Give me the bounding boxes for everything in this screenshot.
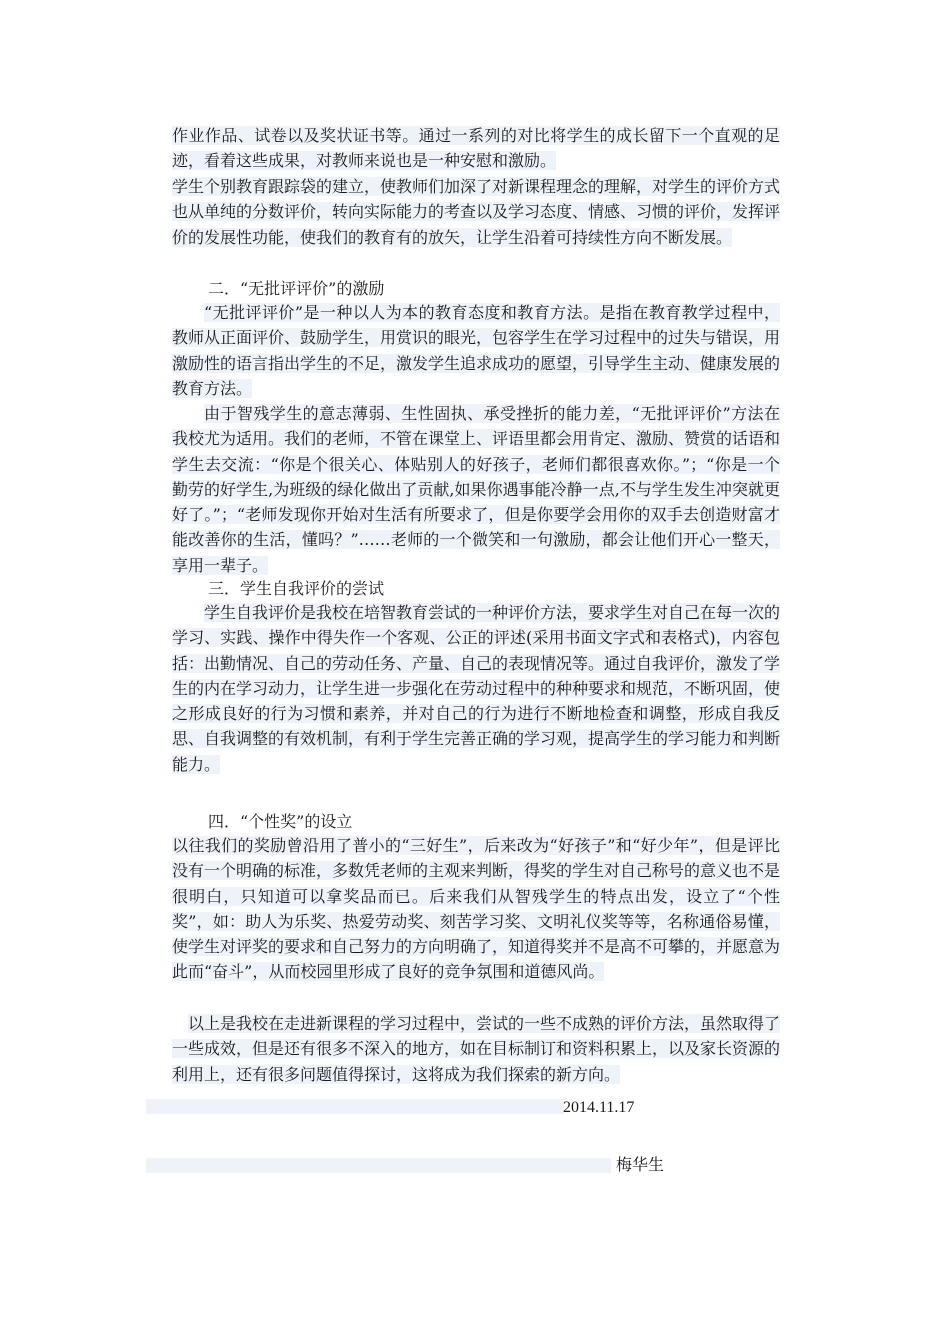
paragraph-conclusion — [172, 1011, 780, 1087]
paragraph-self-evaluation — [172, 600, 780, 777]
section-heading-3 — [208, 577, 384, 601]
paragraph-text: 作业作品、试卷以及奖状证书等。通过一系列的对比将学生的成长留下一个直观的足迹，看着这些成果，对教师来说也是一种安慰和激励。 — [172, 126, 780, 171]
heading-text: 二．“无批评评价”的激励 — [208, 279, 385, 298]
paragraph-no-criticism-examples — [172, 401, 780, 578]
paragraph-no-criticism-definition — [172, 300, 780, 401]
paragraph-personality-award — [172, 833, 780, 985]
document-date: 2014.11.17 — [563, 1099, 635, 1116]
heading-text: 四．“个性奖”的设立 — [208, 812, 353, 831]
section-heading-2 — [208, 277, 384, 301]
author-highlight-band — [146, 1158, 611, 1173]
section-heading-4 — [208, 810, 352, 834]
document-author: 梅华生 — [616, 1155, 665, 1174]
paragraph-text: “无批评评价”是一种以人为本的教育态度和教育方法。是指在教育教学过程中，教师从正面评价、鼓励学生，用赏识的眼光，包容学生在学习过程中的过失与错误，用激励性的语言指出学生的不足，激发学生追求成功的愿望，引导学生主动、健康发展的教育方法。 — [172, 303, 781, 398]
paragraph-text: 学生自我评价是我校在培智教育尝试的一种评价方法，要求学生对自己在每一次的学习、实践、操作中得失作一个客观、公正的评述(采用书面文字式和表格式)，内容包括：出勤情况、自己的劳动任务、产量、自己的表现情况等。通过自我评价，激发了学生的内在学习动力，让学生进一步强化在劳动过程中的种种要求和规范，不断巩固，使之形成良好的行为习惯和素养，并对自己的行为进行不断地检查和调整，形成自我反思、自我调整的有效机制，有利于学生完善正确的学习观，提高学生的学习能力和判断能力。 — [172, 603, 781, 774]
heading-text: 三．学生自我评价的尝试 — [208, 579, 385, 598]
date-highlight-band — [146, 1099, 564, 1114]
paragraph-text: 由于智残学生的意志薄弱、生性固执、承受挫折的能力差，“无批评评价”方法在我校尤为适用。我们的老师，不管在课堂上、评语里都会用肯定、激励、赞赏的话语和学生去交流：“你是个很关心、体贴别人的好孩子，老师们都很喜欢你。”；“你是一个勤劳的好学生,为班级的绿化做出了贡献,如果你遇事能冷静一点,不与学生发生冲突就更好了。”；“老师发现你开始对生活有所要求了，但是你要学会用你的双手去创造财富才能改善你的生活，懂吗？”……老师的一个微笑和一句激励，都会让他们开心一整天，享用一辈子。 — [172, 404, 781, 575]
paragraph-text: 学生个别教育跟踪袋的建立，使教师们加深了对新课程理念的理解，对学生的评价方式也从单纯的分数评价，转向实际能力的考查以及学习态度、情感、习惯的评价，发挥评价的发展性功能，使我们的教育有的放矢，让学生沿着可持续性方向不断发展。 — [172, 177, 781, 247]
paragraph-tracking-bag — [172, 174, 780, 250]
paragraph-text: 以往我们的奖励曾沿用了普小的“三好生”，后来改为“好孩子”和“好少年”，但是评比没有一个明确的标准，多数凭老师的主观来判断，得奖的学生对自己称号的意义也不是很明白，只知道可以拿奖品而已。后来我们从智残学生的特点出发，设立了“个性奖”，如：助人为乐奖、热爱劳动奖、刻苦学习奖、文明礼仪奖等等，名称通俗易懂，使学生对评奖的要求和自己努力的方向明确了，知道得奖并不是高不可攀的，并愿意为此而“奋斗”，从而校园里形成了良好的竞争氛围和道德风尚。 — [172, 836, 781, 982]
paragraph-portfolio-contents — [172, 123, 780, 174]
paragraph-text: 以上是我校在走进新课程的学习过程中，尝试的一些不成熟的评价方法，虽然取得了一些成效，但是还有很多不深入的地方，如在目标制订和资料积累上，以及家长资源的利用上，还有很多问题值得探讨，这将成为我们探索的新方向。 — [172, 1014, 781, 1084]
